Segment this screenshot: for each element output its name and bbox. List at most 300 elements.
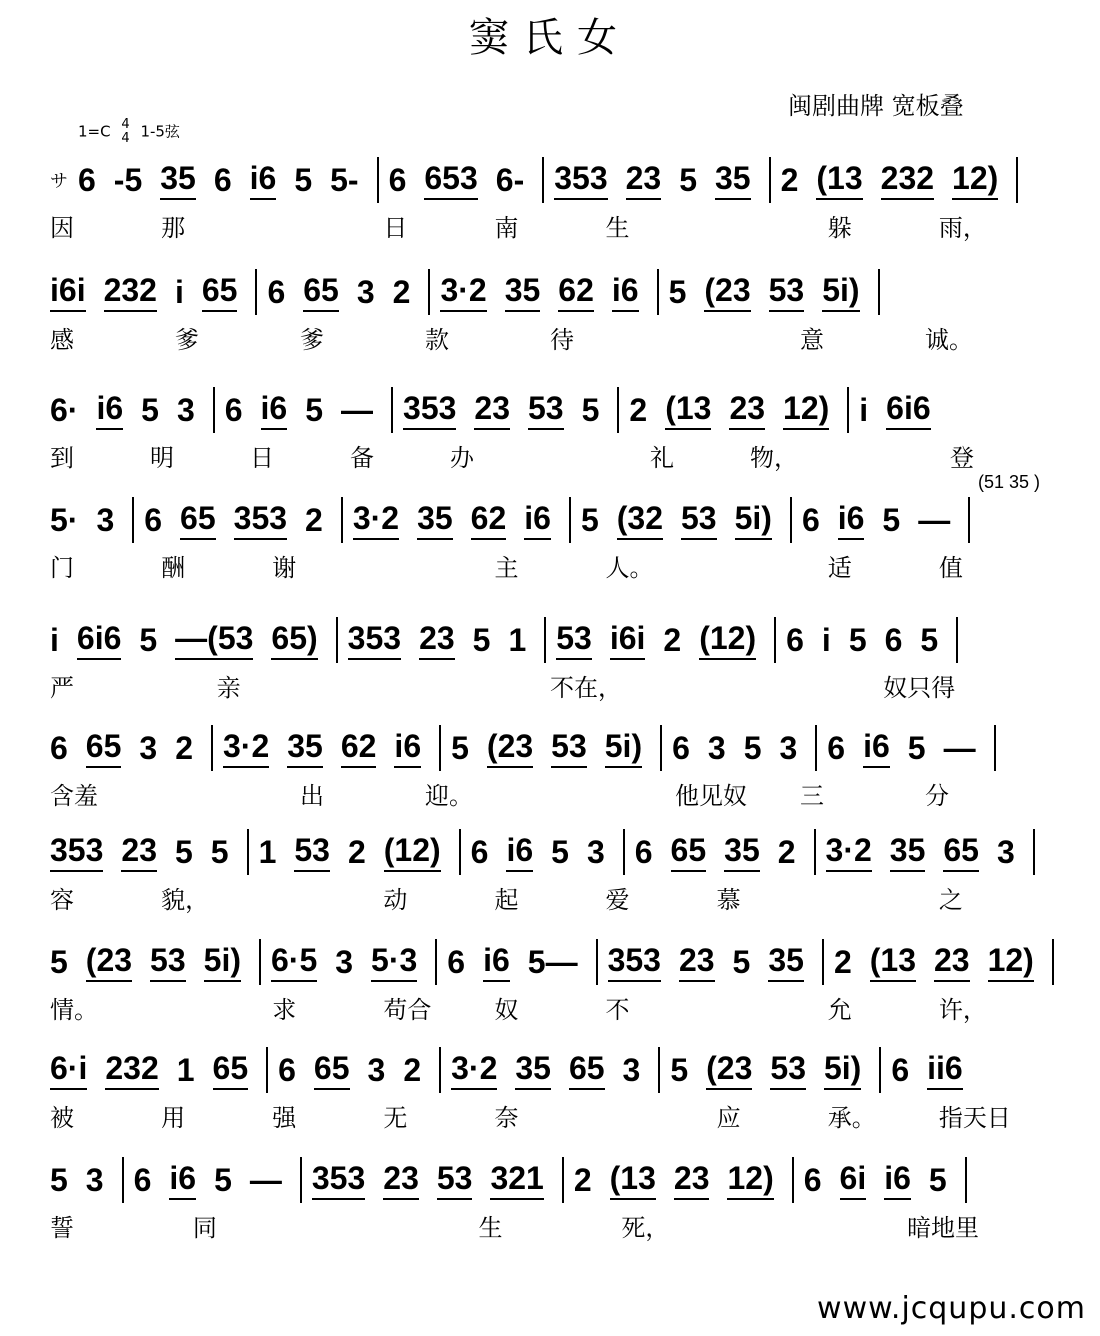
note-group: 65 (671, 832, 707, 872)
note-group: 5 (928, 1161, 947, 1198)
bar-line (956, 617, 958, 663)
lyric: 求 (272, 996, 297, 1024)
note-group: 65) (271, 620, 317, 660)
note-group: 23 (419, 620, 455, 660)
lyric: 礼 (650, 444, 674, 472)
note-group: 35 (160, 160, 196, 200)
lyric: 南 (494, 214, 519, 242)
note-group: (13 (870, 942, 916, 982)
note-group: 5 (451, 729, 469, 766)
note-group: 53 (437, 1160, 473, 1200)
lyric: 强 (272, 1104, 297, 1132)
bar-line (439, 725, 441, 771)
note-group: 35 (724, 832, 760, 872)
bar-line (994, 725, 996, 771)
note-group: (13 (816, 160, 862, 200)
bar-line (341, 497, 343, 543)
prefix-mark: サ (50, 171, 68, 191)
note-group: 53 (770, 1050, 806, 1090)
note-group: -5 (113, 161, 143, 198)
note-group: 5 (679, 161, 697, 198)
note-group: i6 (863, 728, 890, 768)
note-group: 3·2 (440, 272, 486, 312)
note-group: 5 (580, 501, 599, 538)
lyric: 容 (50, 886, 74, 914)
lyrics-line (50, 668, 1050, 703)
bar-line (814, 829, 816, 875)
note-group: 5 (472, 621, 491, 658)
bar-line (769, 157, 771, 203)
note-group: 6 (213, 161, 232, 198)
note-group: 5 (305, 391, 324, 428)
note-group: 3 (622, 1051, 641, 1088)
note-group: 35 (505, 272, 541, 312)
lyric: 暗地里 (907, 1214, 980, 1242)
note-group: (12) (384, 832, 441, 872)
score-system (50, 380, 1060, 480)
bar-line (544, 617, 546, 663)
score-system (50, 822, 1060, 922)
note-group: 353 (608, 942, 661, 982)
note-group: 5i) (822, 272, 859, 312)
note-group: 23 (729, 390, 765, 430)
bar-line (968, 497, 970, 543)
note-group: 6·i (50, 1050, 87, 1090)
bar-line (266, 1047, 268, 1093)
note-group: 6 (144, 501, 163, 538)
note-group: 65 (569, 1050, 605, 1090)
bar-line (435, 939, 437, 985)
lyric: 诚。 (925, 326, 973, 354)
notation-line (50, 380, 949, 440)
note-group: i6 (250, 160, 277, 200)
note-group: 23 (679, 942, 715, 982)
note-group: 6 (827, 729, 846, 766)
note-group: 6 (133, 1161, 152, 1198)
lyric: 允 (827, 996, 852, 1024)
bar-line (660, 725, 662, 771)
bar-line (792, 1157, 794, 1203)
lyric: 许， (938, 996, 987, 1024)
note-group: 3·2 (223, 728, 269, 768)
note-group: 2 (347, 833, 366, 870)
note-group: 53 (551, 728, 587, 768)
note-group: — (249, 1161, 282, 1198)
note-group: 5 (743, 729, 762, 766)
lyric: 起 (494, 886, 519, 914)
key-signature (78, 118, 180, 146)
lyrics-line (50, 208, 1050, 243)
bar-line (377, 157, 379, 203)
note-group: 5 (581, 391, 600, 428)
score-system (50, 1150, 1060, 1250)
note-group: 3 (367, 1051, 386, 1088)
note-group: 6 (470, 833, 489, 870)
bar-line (569, 497, 571, 543)
bar-line (122, 1157, 124, 1203)
lyric: 同 (192, 1214, 217, 1242)
note-group: 5 (668, 273, 687, 310)
lyric: 誓 (50, 1214, 74, 1242)
note-group: 5 (50, 943, 68, 980)
note-group: 5 (882, 501, 901, 538)
lyric: 严 (50, 674, 74, 702)
lyric: 办 (450, 444, 474, 472)
note-group: 2 (175, 729, 193, 766)
bar-line (815, 725, 817, 771)
note-group: 53 (681, 500, 717, 540)
note-group: 3 (779, 729, 798, 766)
note-group: 2 (663, 621, 682, 658)
song-title: 窦氏女 (469, 15, 631, 61)
score-system (50, 1040, 1060, 1140)
bar-line (391, 387, 393, 433)
lyric: 出 (300, 782, 324, 810)
note-group: (23 (706, 1050, 752, 1090)
note-group: 6· (50, 391, 79, 428)
note-group: 53 (294, 832, 330, 872)
lyric: 酬 (161, 554, 186, 582)
lyric: 主 (494, 554, 519, 582)
note-group: 5 (210, 833, 229, 870)
note-group: (13 (665, 390, 711, 430)
lyric: 那 (161, 214, 186, 242)
note-group: 35 (715, 160, 751, 200)
lyric: 他见奴 (675, 782, 747, 810)
bar-line (1033, 829, 1035, 875)
note-group: 5 (50, 1161, 68, 1198)
note-group: 65 (180, 500, 216, 540)
note-group: 6i6 (886, 390, 930, 430)
note-group: i (50, 621, 59, 658)
note-group: 5 (141, 391, 159, 428)
lyrics-line (50, 880, 1050, 915)
note-group: i (821, 621, 831, 658)
lyric: 奴只得 (883, 674, 956, 702)
note-group: i6 (394, 728, 421, 768)
time-signature (121, 118, 129, 146)
key-label: 1=C (78, 122, 111, 141)
lyric: 慕 (716, 886, 741, 914)
note-group: i6 (524, 500, 551, 540)
note-group: 23 (474, 390, 510, 430)
note-group: 53 (556, 620, 592, 660)
lyric: 款 (425, 326, 449, 354)
notation-line (50, 718, 1006, 778)
note-group: 3 (356, 273, 375, 310)
lyric: 苟合 (383, 996, 432, 1024)
bar-line (428, 269, 430, 315)
note-group: 1 (258, 833, 277, 870)
note-group: 3 (139, 729, 158, 766)
bar-line (790, 497, 792, 543)
note-group: 5 (139, 621, 158, 658)
note-group: 232 (881, 160, 934, 200)
lyric: 躲 (827, 214, 852, 242)
bar-line (439, 1047, 441, 1093)
note-group: 65 (213, 1050, 249, 1090)
note-group: 53 (150, 942, 186, 982)
note-group: 6·5 (271, 942, 317, 982)
ts-bottom: 4 (121, 131, 130, 146)
note-group: 23 (674, 1160, 710, 1200)
note-group: 12) (988, 942, 1034, 982)
note-group: i6i (610, 620, 646, 660)
lyrics-line (50, 548, 1050, 583)
note-group: (23 (487, 728, 533, 768)
note-group: 23 (383, 1160, 419, 1200)
lyric: 备 (350, 444, 374, 472)
lyric: 意 (800, 326, 824, 354)
note-group: 3·2 (451, 1050, 497, 1090)
lyric: 物， (750, 444, 798, 472)
score-system (50, 262, 1060, 362)
lyric: 应 (716, 1104, 741, 1132)
notation-line (50, 150, 1028, 210)
note-group: 3·2 (353, 500, 399, 540)
note-group: 6 (891, 1051, 910, 1088)
bar-line (617, 387, 619, 433)
note-group: 353 (50, 832, 103, 872)
bar-line (658, 1047, 660, 1093)
score-system (50, 610, 1060, 710)
bar-line (213, 387, 215, 433)
note-group: 5 (907, 729, 926, 766)
note-group: 3 (176, 391, 195, 428)
note-group: 5 (174, 833, 193, 870)
notation-line (50, 610, 968, 670)
lyrics-line (50, 320, 1050, 355)
watermark: www.jcqupu.com (817, 1291, 1086, 1326)
score-system (50, 718, 1060, 818)
note-group: 6 (388, 161, 407, 198)
lyric: 无 (383, 1104, 408, 1132)
note-group: 5 (214, 1161, 232, 1198)
note-group: 3 (335, 943, 354, 980)
notation-line (50, 822, 1045, 882)
lyric: 生 (605, 214, 630, 242)
lyric: 死， (621, 1214, 670, 1242)
note-group: 6 (278, 1051, 296, 1088)
lyric: 门 (50, 554, 74, 582)
note-group: 2 (573, 1161, 592, 1198)
note-group: 6 (884, 621, 903, 658)
lyric: 奈 (494, 1104, 519, 1132)
note-group: 232 (105, 1050, 158, 1090)
lyric: 日 (383, 214, 408, 242)
bar-line (878, 269, 880, 315)
lyric: 爹 (300, 326, 324, 354)
note-group: 35 (417, 500, 453, 540)
note-group: 6 (267, 273, 286, 310)
note-group: 5 (732, 943, 751, 980)
lyric: 亲 (216, 674, 241, 702)
note-group: — (918, 501, 951, 538)
note-group: (23 (704, 272, 750, 312)
note-group: 23 (121, 832, 157, 872)
note-group: (12) (699, 620, 756, 660)
note-group: 5i) (204, 942, 241, 982)
note-group: 353 (403, 390, 456, 430)
note-group: 353 (348, 620, 401, 660)
note-group: 2 (392, 273, 411, 310)
bar-line (247, 829, 249, 875)
note-group: 2 (305, 501, 323, 538)
note-group: 6 (634, 833, 653, 870)
note-group: 6 (786, 621, 804, 658)
note-group: i6 (261, 390, 288, 430)
note-group: 65 (943, 832, 979, 872)
note-group: 2 (629, 391, 648, 428)
notation-line (50, 1150, 977, 1210)
bar-line (132, 497, 134, 543)
note-group: 53 (528, 390, 564, 430)
ornament-note: (51 35 ) (977, 472, 1040, 492)
lyrics-line (50, 1098, 1050, 1133)
bar-line (847, 387, 849, 433)
score-system (50, 932, 1060, 1032)
note-group: 321 (490, 1160, 543, 1200)
lyric: 谢 (272, 554, 297, 582)
note-group: 35 (768, 942, 804, 982)
note-group: 6i6 (77, 620, 121, 660)
note-group: 6 (672, 729, 690, 766)
notation-line (50, 490, 980, 550)
lyric: 雨， (938, 214, 987, 242)
note-group: 12) (727, 1160, 773, 1200)
lyric: 因 (50, 214, 74, 242)
note-group: 653 (424, 160, 477, 200)
note-group: 6 (224, 391, 243, 428)
lyric: 明 (150, 444, 174, 472)
lyric: 不 (605, 996, 630, 1024)
note-group: 65 (202, 272, 238, 312)
note-group: i (174, 273, 184, 310)
bar-line (1016, 157, 1018, 203)
note-group: 6 (447, 943, 466, 980)
note-group: 3 (96, 501, 115, 538)
lyric: 生 (478, 1214, 503, 1242)
note-group: 2 (777, 833, 796, 870)
note-group: 232 (104, 272, 157, 312)
note-group: 3 (707, 729, 726, 766)
note-group: 53 (769, 272, 805, 312)
note-group: i6 (483, 942, 510, 982)
lyric: 日 (250, 444, 274, 472)
note-group: 2 (780, 161, 799, 198)
bar-line (822, 939, 824, 985)
note-group: 5 (551, 833, 569, 870)
lyric: 值 (938, 554, 963, 582)
lyric: 貌， (161, 886, 210, 914)
note-group: 62 (341, 728, 377, 768)
notation-line (50, 1040, 981, 1100)
note-group: 35 (287, 728, 323, 768)
lyric: 人。 (605, 554, 654, 582)
note-group: i6 (169, 1160, 196, 1200)
note-group: 5- (330, 161, 359, 198)
lyrics-line (50, 776, 1050, 811)
note-group: 65 (303, 272, 339, 312)
note-group: 3 (85, 1161, 104, 1198)
note-group: 353 (554, 160, 607, 200)
notation-line (50, 932, 1064, 992)
lyric: 不在， (549, 674, 622, 702)
lyric: 之 (938, 886, 963, 914)
ts-top: 4 (121, 117, 130, 132)
note-group: i6 (884, 1160, 911, 1200)
bar-line (336, 617, 338, 663)
bar-line (1052, 939, 1054, 985)
bar-line (965, 1157, 967, 1203)
note-group: 6 (801, 501, 820, 538)
note-group: — (341, 391, 374, 428)
note-group: 2 (833, 943, 852, 980)
note-group: 6 (78, 161, 96, 198)
note-group: 6 (50, 729, 68, 766)
bar-line (879, 1047, 881, 1093)
note-group: i (859, 391, 869, 428)
note-group: 62 (471, 500, 507, 540)
lyric: 分 (925, 782, 949, 810)
bar-line (596, 939, 598, 985)
note-group: 353 (312, 1160, 365, 1200)
note-group: —(53 (175, 620, 253, 660)
lyric: 情。 (50, 996, 98, 1024)
lyric: 被 (50, 1104, 74, 1132)
lyric: 含羞 (50, 782, 98, 810)
note-group: i6 (506, 832, 533, 872)
note-group: 23 (934, 942, 970, 982)
note-group: i6 (838, 500, 865, 540)
bar-line (623, 829, 625, 875)
note-group: 5i) (605, 728, 642, 768)
note-group: 65 (86, 728, 122, 768)
lyric: 登 (950, 444, 974, 472)
note-group: 23 (626, 160, 662, 200)
bar-line (657, 269, 659, 315)
bar-line (211, 725, 213, 771)
note-group: (32 (617, 500, 663, 540)
lyric: 用 (161, 1104, 186, 1132)
bar-line (542, 157, 544, 203)
tuning-label: 1-5弦 (140, 122, 180, 141)
bar-line (300, 1157, 302, 1203)
note-group: 3 (586, 833, 605, 870)
lyric: 待 (550, 326, 574, 354)
lyric: 承。 (827, 1104, 876, 1132)
lyric: 感 (50, 326, 74, 354)
lyric: 适 (827, 554, 852, 582)
note-group: 6 (803, 1161, 822, 1198)
lyric: 动 (383, 886, 408, 914)
bar-line (255, 269, 257, 315)
lyric: 三 (800, 782, 824, 810)
note-group: 5·3 (371, 942, 417, 982)
note-group: i6 (612, 272, 639, 312)
lyrics-line (50, 438, 1050, 473)
note-group: ii6 (927, 1050, 963, 1090)
lyric: 爱 (605, 886, 630, 914)
note-group: 6i (840, 1160, 867, 1200)
note-group: (23 (86, 942, 132, 982)
note-group: 5 (920, 621, 939, 658)
lyric: 奴 (494, 996, 519, 1024)
lyrics-line (50, 1208, 1050, 1243)
note-group: 5i) (824, 1050, 861, 1090)
note-group: 35 (890, 832, 926, 872)
note-group: 2 (403, 1051, 422, 1088)
